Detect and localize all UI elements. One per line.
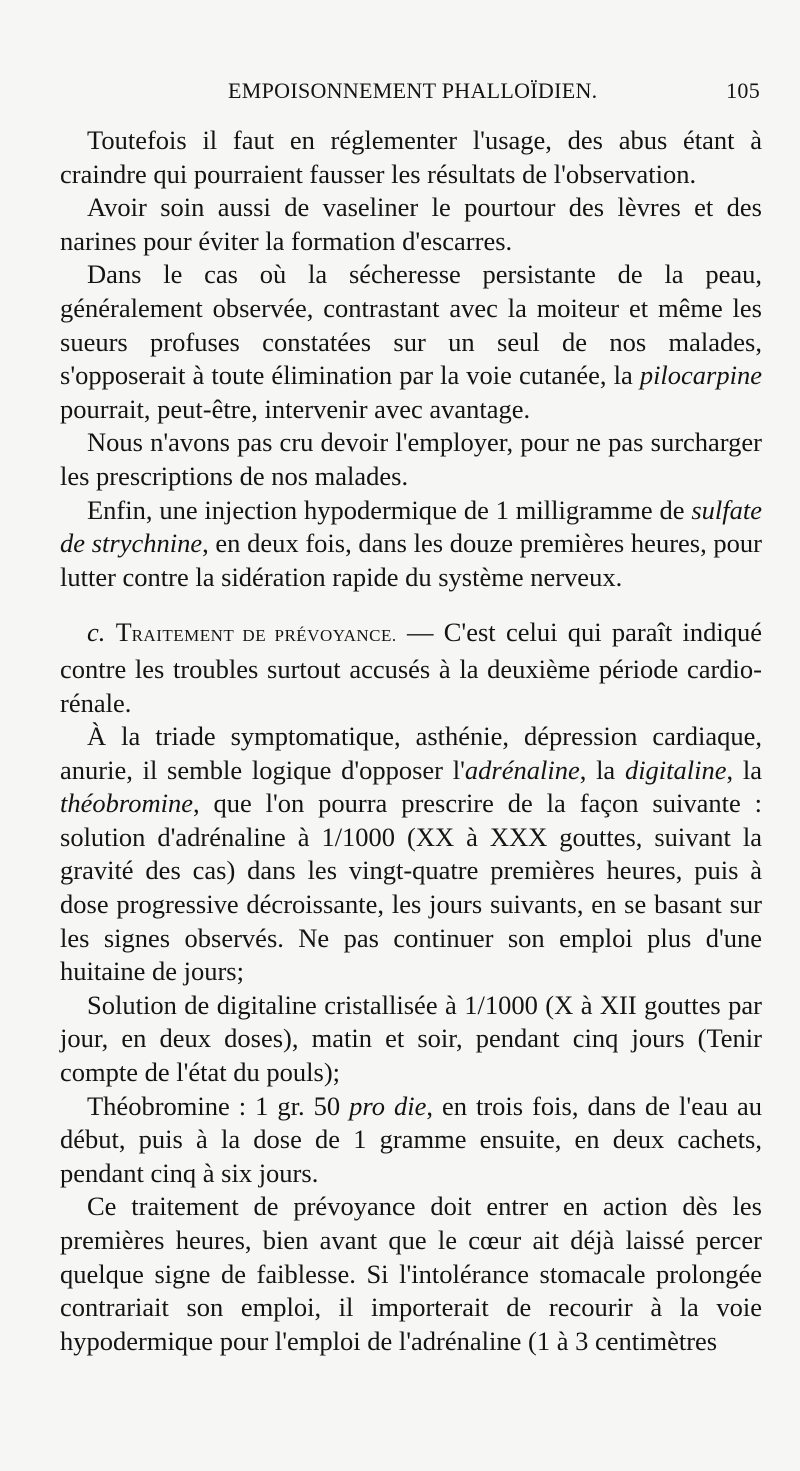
paragraph-9: Théobromine : 1 gr. 50 pro die, en trois fois, dans de l'eau au début, puis à la dose de 1 gramme ensuite, en deux cachets, pendant cinq à six jours. [60,1090,762,1188]
drug-name: pilocarpine [639,360,762,391]
section-heading: RAITEMENT DE PRÉVOYANCE. [131,626,397,646]
paragraph-10: Ce traitement de prévoyance doit entrer en action dès les premières heures, bien avant que le cœur ait déjà laissé percer quelque signe de faiblesse. Si l'intolérance stomacale prolongée contrariait son emploi, il importerait de recourir à la voie hypodermique pour l'emploi de l'adrénaline (1 à 3 centimètres [60,1191,762,1356]
page-number: 105 [726,78,760,103]
latin-phrase: pro die [349,1090,427,1121]
drug-name: digitaline [624,754,727,785]
paragraph-8: Solution de digitaline cristallisée à 1/1000 (X à XII gouttes par jour, en deux doses), matin et soir, pendant cinq jours (Tenir compte de l'état du pouls); [60,989,762,1088]
running-header [228,78,760,104]
section-heading-initial: T [115,618,132,648]
paragraph-5: Enfin, une injection hypodermique de 1 milligramme de sulfate de strychnine, en deux fois, dans les douze premières heures, pour lutter contre la sidération rapide du système nerveux. [60,494,762,592]
section-heading-paragraph: c. TRAITEMENT DE PRÉVOYANCE. — C'est celui qui paraît indiqué contre les troubles surtout accusés à la deuxième période cardio-rénale. [60,617,763,718]
drug-name: sulfate de strychnine [60,494,762,559]
paragraph-7: À la triade symptomatique, asthénie, dépression cardiaque, anurie, il semble logique d'opposer l'adrénaline, la digitaline, la théobromine, que l'on pourra prescrire de la façon suivante : solution d'adrénaline à 1/1000 (XX à XXX gouttes, suivant la gravité des cas) dans les vingt-quatre premières heures, puis à dose progressive décroissante, les jours suivants, en se basant sur les signes observés. Ne pas continuer son emploi plus d'une huitaine de jours; [60,721,763,987]
paragraph-4: Nous n'avons pas cru devoir l'employer, pour ne pas surcharger les prescriptions de nos malades. [60,427,762,491]
paragraph-3: Dans le cas où la sécheresse persistante de la peau, généralement observée, contrastant avec la moiteur et même les sueurs profuses constatées sur un seul de nos malades, s'opposerait à toute élimination par la voie cutanée, la pilocarpine pourrait, peut-être, intervenir avec avantage. [60,259,762,424]
paragraph-1: Toutefois il faut en réglementer l'usage, des abus étant à craindre qui pourraient fausser les résultats de l'observation. [60,125,762,189]
drug-name: adrénaline [464,754,580,785]
page-body [60,124,762,1358]
paragraph-2: Avoir soin aussi de vaseliner le pourtour des lèvres et des narines pour éviter la formation d'escarres. [60,192,762,256]
section-label: c. [87,617,106,648]
drug-name: théobromine [60,788,193,819]
running-title: EMPOISONNEMENT PHALLOÏDIEN. [228,78,598,103]
